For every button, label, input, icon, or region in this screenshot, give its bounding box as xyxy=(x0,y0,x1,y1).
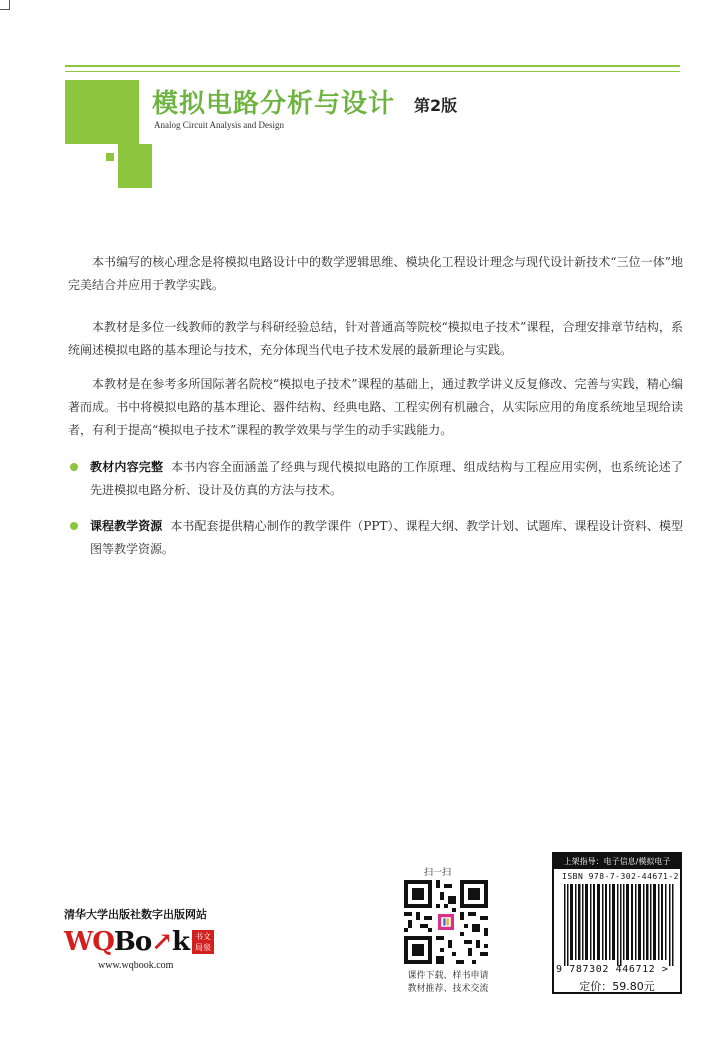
bullet-dot-icon xyxy=(70,522,78,530)
bullet-text: 本书内容全面涵盖了经典与现代模拟电路的工作原理、组成结构与工程应用实例，也系统论述了先进模拟电路分析、设计及仿真的方法与技术。 xyxy=(90,460,683,497)
header-rule-bottom xyxy=(65,71,680,72)
book-title: 模拟电路分析与设计 xyxy=(152,89,396,119)
bullet-item xyxy=(68,515,683,561)
scan-label: 扫一扫 xyxy=(424,868,452,878)
decor-square-large xyxy=(65,80,139,144)
book-subtitle: Analog Circuit Analysis and Design xyxy=(154,120,284,130)
logo-seal: 书文局泉 xyxy=(192,930,214,954)
shelf-category: 上架指导：电子信息/模拟电子 xyxy=(554,854,680,869)
bullet-heading: 教材内容完整 xyxy=(90,460,164,474)
bullet-text: 本书配套提供精心制作的教学课件（PPT）、课程大纲、教学计划、试题库、课程设计资料、模型图等教学资源。 xyxy=(90,519,683,556)
decor-square-small xyxy=(106,153,114,161)
isbn-barcode-box xyxy=(552,852,682,994)
qr-caption: 课件下载、样书申请 教材推荐、技术交流 xyxy=(407,971,489,994)
qr-code-icon[interactable] xyxy=(404,880,488,964)
book-edition: 第2版 xyxy=(414,96,458,115)
logo-arrow-icon: ↗ xyxy=(151,927,172,957)
paragraph-2: 本教材是多位一线教师的教学与科研经验总结，针对普通高等院校“模拟电子技术”课程，合理安排章节结构，系统阐述模拟电路的基本理论与技术，充分体现当代电子技术发展的最新理论与实践。 xyxy=(68,320,683,357)
bullet-heading: 课程教学资源 xyxy=(90,519,163,533)
wqbook-logo: WQBo↗k 书文局泉 xyxy=(64,928,214,956)
header-rule-top xyxy=(65,65,680,67)
price: 定价：59.80元 xyxy=(579,980,655,993)
paragraph-1: 本书编写的核心理念是将模拟电路设计中的数学逻辑思维、模块化工程设计理念与现代设计新技术“三位一体”地完美结合并应用于教学实践。 xyxy=(68,255,683,292)
barcode-digits: 9 787302 446712 > xyxy=(556,964,669,975)
bullet-dot-icon xyxy=(70,463,78,471)
isbn-number: ISBN 978-7-302-44671-2 xyxy=(562,872,679,881)
paragraph-3: 本教材是在参考多所国际著名院校“模拟电子技术”课程的基础上，通过教学讲义反复修改、完善与实践，精心编著而成。书中将模拟电路的基本理论、器件结构、经典电路、工程实例有机融合，从实际应用的角度系统地呈现给读者，有利于提高“模拟电子技术”课程的教学效果与学生的动手实践能力。 xyxy=(68,377,683,437)
bullet-item xyxy=(68,456,683,502)
publisher-name: 清华大学出版社数字出版网站 xyxy=(64,908,207,921)
crop-mark xyxy=(0,0,10,10)
decor-square-medium xyxy=(118,144,152,188)
website-url[interactable]: www.wqbook.com xyxy=(98,960,174,971)
barcode-icon xyxy=(560,884,676,966)
